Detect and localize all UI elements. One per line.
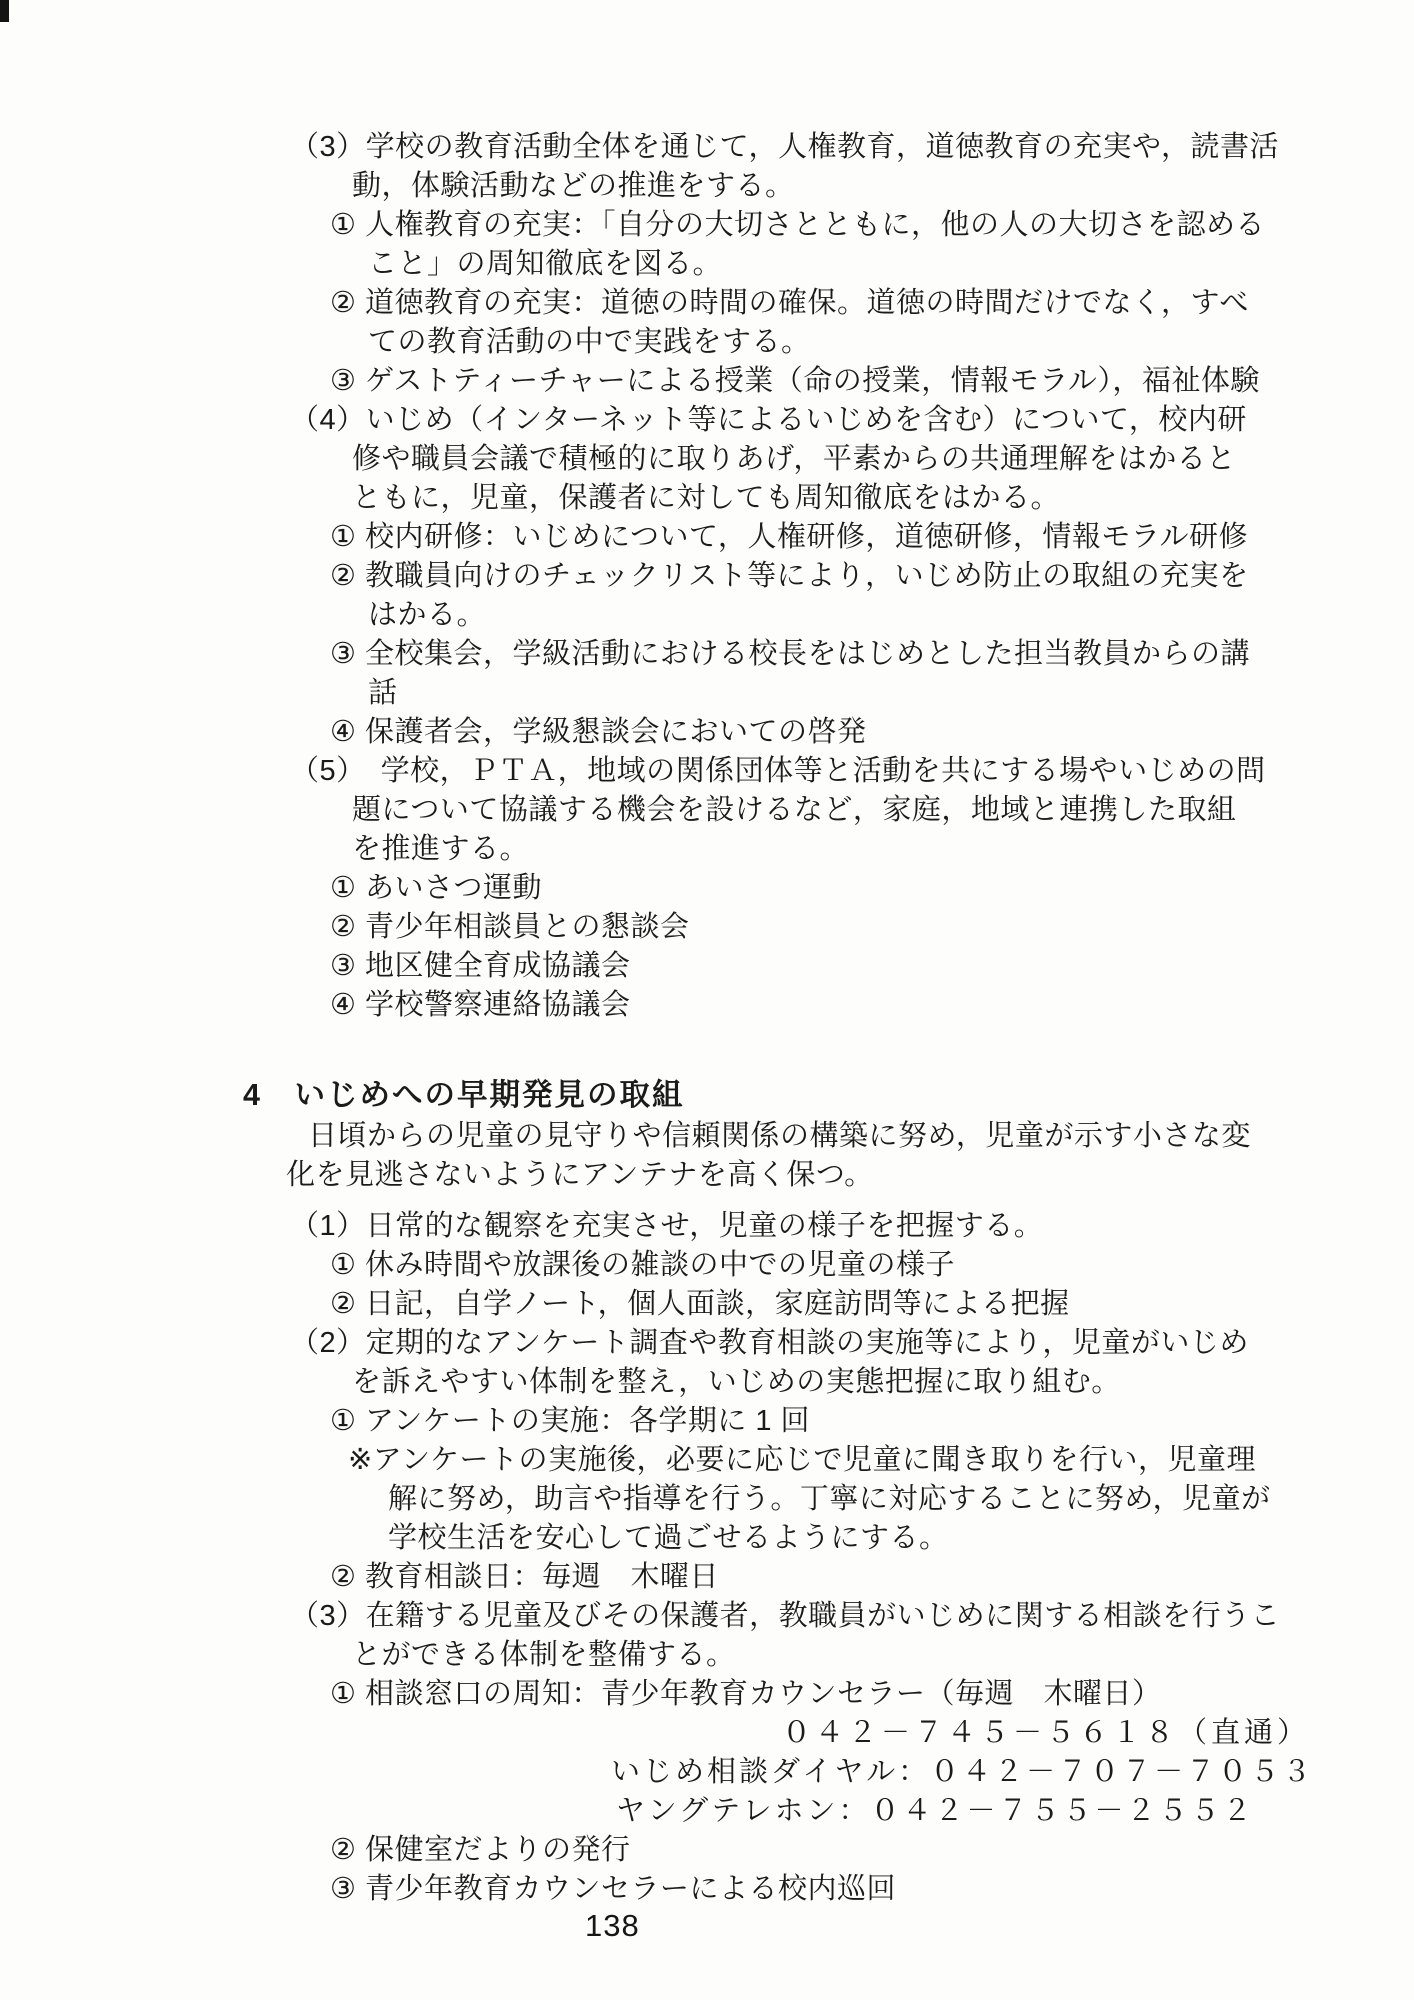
text-line: ② 教職員向けのチェックリスト等により，いじめ防止の取組の充実を	[330, 560, 1249, 592]
text-line: （2）定期的なアンケート調査や教育相談の実施等により，児童がいじめ	[290, 1327, 1249, 1359]
text-line: ① 休み時間や放課後の雑談の中での児童の様子	[330, 1249, 956, 1281]
text-line: ② 青少年相談員との懇談会	[330, 911, 690, 943]
text-line: ② 保健室だよりの発行	[330, 1834, 631, 1866]
text-line: を推進する。	[352, 833, 530, 865]
text-line: を訴えやすい体制を整え，いじめの実態把握に取り組む。	[352, 1366, 1121, 1398]
text-line: こと」の周知徹底を図る。	[368, 248, 723, 280]
phone-line-young-telephone: ヤングテレホン：０４２－７５５－２５５２	[616, 1795, 1255, 1827]
text-line: ③ 青少年教育カウンセラーによる校内巡回	[330, 1873, 897, 1905]
text-line: はかる。	[368, 599, 487, 631]
document-body	[0, 128, 1414, 1909]
text-line: 化を見逃さないようにアンテナを高く保つ。	[286, 1159, 874, 1191]
text-line: （3）学校の教育活動全体を通じて，人権教育，道徳教育の充実や，読書活	[290, 131, 1279, 163]
text-line: ④ 学校警察連絡協議会	[330, 989, 631, 1021]
text-line: ともに，児童，保護者に対しても周知徹底をはかる。	[352, 482, 1061, 514]
phone-line-direct: ０４２－７４５－５６１８（直通）	[782, 1717, 1311, 1749]
text-line: ③ ゲストティーチャーによる授業（命の授業，情報モラル），福祉体験	[330, 365, 1260, 397]
text-line: 学校生活を安心して過ごせるようにする。	[388, 1522, 949, 1554]
text-line: 解に努め，助言や指導を行う。丁寧に対応することに努め，児童が	[388, 1483, 1271, 1515]
text-line: ④ 保護者会，学級懇談会においての啓発	[330, 716, 867, 748]
phone-line-bullying-dial: いじめ相談ダイヤル：０４２－７０７－７０５３	[611, 1756, 1315, 1788]
text-line: ※アンケートの実施後，必要に応じで児童に聞き取りを行い，児童理	[348, 1444, 1257, 1476]
text-line: （1）日常的な観察を充実させ，児童の様子を把握する。	[290, 1210, 1044, 1242]
text-line: （4）いじめ（インターネット等によるいじめを含む）について，校内研	[290, 404, 1247, 436]
text-line: 題について協議する機会を設けるなど，家庭，地域と連携した取組	[352, 794, 1237, 826]
text-line: とができる体制を整備する。	[352, 1639, 736, 1671]
text-line: ① 校内研修：いじめについて，人権研修，道徳研修，情報モラル研修	[330, 521, 1249, 553]
page-number: 138	[585, 1908, 640, 1943]
text-line: ① アンケートの実施：各学期に 1 回	[330, 1405, 811, 1437]
text-line: ② 日記，自学ノート，個人面談，家庭訪問等による把握	[330, 1288, 1070, 1320]
text-line: ③ 全校集会，学級活動における校長をはじめとした担当教員からの講	[330, 638, 1251, 670]
text-line: ③ 地区健全育成協議会	[330, 950, 631, 982]
text-line: 話	[368, 677, 398, 709]
text-line: （3）在籍する児童及びその保護者，教職員がいじめに関する相談を行うこ	[290, 1600, 1281, 1632]
text-line: 修や職員会議で積極的に取りあげ，平素からの共通理解をはかると	[352, 443, 1236, 475]
text-line: ② 教育相談日：毎週 木曜日	[330, 1561, 720, 1593]
text-line: ① 相談窓口の周知：青少年教育カウンセラー（毎週 木曜日）	[330, 1678, 1162, 1710]
text-line: 日頃からの児童の見守りや信頼関係の構築に努め，児童が示す小さな変	[308, 1120, 1251, 1152]
text-line: 動，体験活動などの推進をする。	[352, 170, 795, 202]
section-heading: 4 いじめへの早期発見の取組	[243, 1078, 685, 1112]
text-line: （5） 学校，ＰＴＡ，地域の関係団体等と活動を共にする場やいじめの問	[290, 755, 1266, 787]
text-line: ① あいさつ運動	[330, 872, 543, 904]
text-line: ての教育活動の中で実践をする。	[368, 326, 811, 358]
text-line: ② 道徳教育の充実：道徳の時間の確保。道徳の時間だけでなく，すべ	[330, 287, 1249, 319]
text-line: ① 人権教育の充実：「自分の大切さとともに，他の人の大切さを認める	[330, 209, 1266, 241]
scan-artifact-mark	[0, 0, 9, 22]
